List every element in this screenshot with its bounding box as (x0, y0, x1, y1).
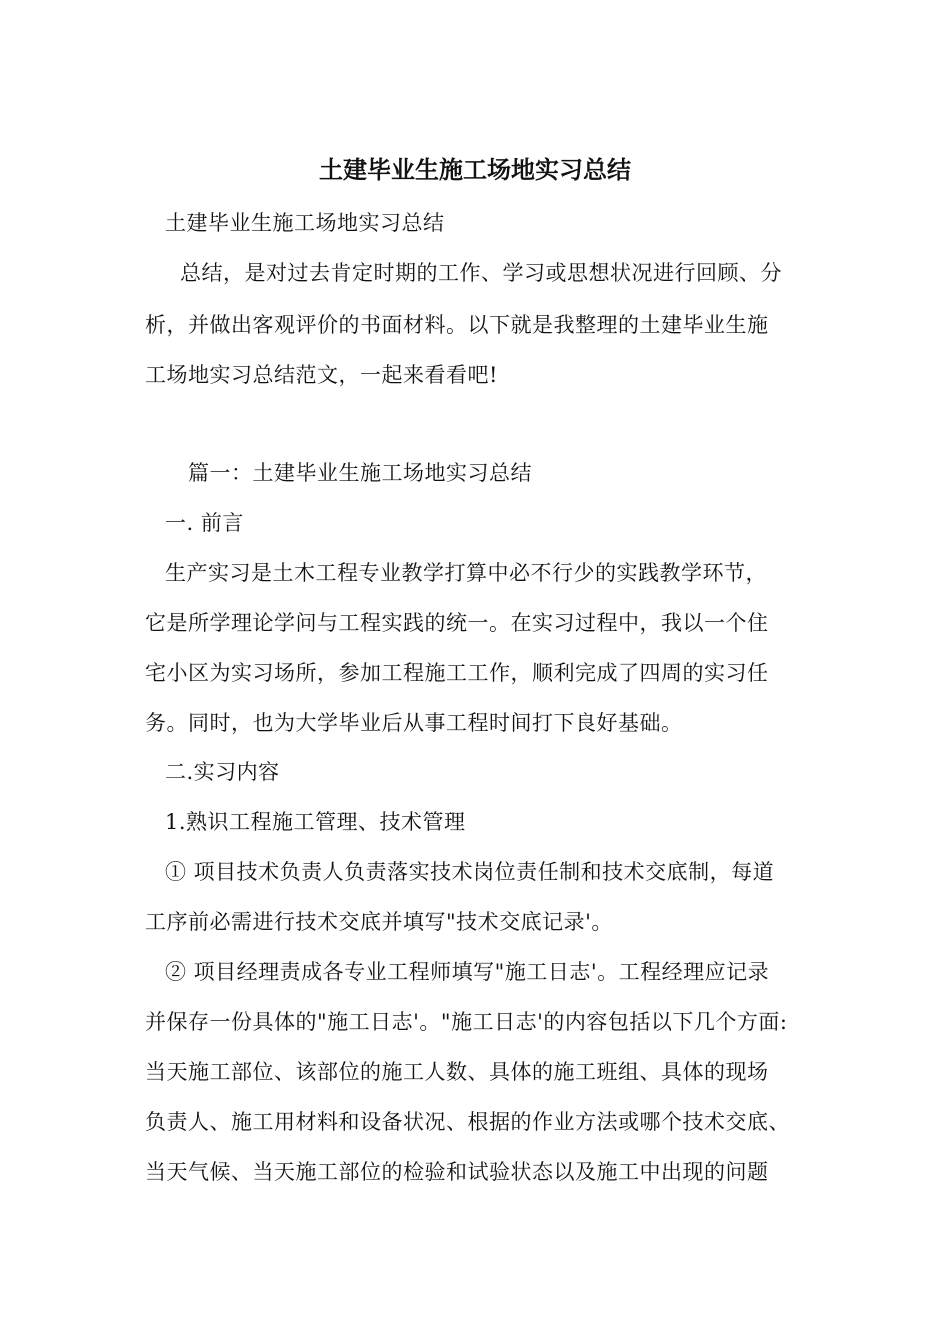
paragraph-line: 宅小区为实习场所，参加工程施工工作，顺利完成了四周的实习任 (145, 661, 769, 685)
section-heading: 二.实习内容 (165, 760, 280, 784)
paragraph-line: 当天施工部位、该部位的施工人数、具体的施工班组、具体的现场 (145, 1060, 769, 1084)
paragraph-line: 当天气候、当天施工部位的检验和试验状态以及施工中出现的问题 (145, 1160, 769, 1184)
paragraph-line: 务。同时，也为大学毕业后从事工程时间打下良好基础。 (145, 711, 683, 735)
document-title: 土建毕业生施工场地实习总结 (319, 156, 631, 184)
paragraph-line: 负责人、施工用材料和设备状况、根据的作业方法或哪个技术交底、 (145, 1110, 790, 1134)
paragraph-line: 总结，是对过去肯定时期的工作、学习或思想状况进行回顾、分 (180, 261, 782, 285)
paragraph-line: 工序前必需进行技术交底并填写"技术交底记录'。 (145, 910, 613, 934)
subtitle-line: 土建毕业生施工场地实习总结 (165, 211, 445, 235)
paragraph-line: 生产实习是土木工程专业教学打算中必不行少的实践教学环节， (165, 561, 767, 585)
paragraph-line: 工场地实习总结范文，一起来看看吧! (145, 363, 498, 387)
paragraph-line: ② 项目经理责成各专业工程师填写"施工日志'。工程经理应记录 (165, 960, 770, 984)
subsection-heading: 1.熟识工程施工管理、技术管理 (165, 810, 466, 834)
section-heading: 篇一：土建毕业生施工场地实习总结 (188, 461, 532, 485)
paragraph-line: ① 项目技术负责人负责落实技术岗位责任制和技术交底制，每道 (165, 860, 775, 884)
paragraph-line: 析，并做出客观评价的书面材料。以下就是我整理的土建毕业生施 (145, 313, 769, 337)
paragraph-line: 并保存一份具体的"施工日志'。"施工日志'的内容包括以下几个方面: (145, 1010, 788, 1034)
section-heading: 一. 前言 (165, 511, 244, 535)
paragraph-line: 它是所学理论学问与工程实践的统一。在实习过程中，我以一个住 (145, 611, 769, 635)
